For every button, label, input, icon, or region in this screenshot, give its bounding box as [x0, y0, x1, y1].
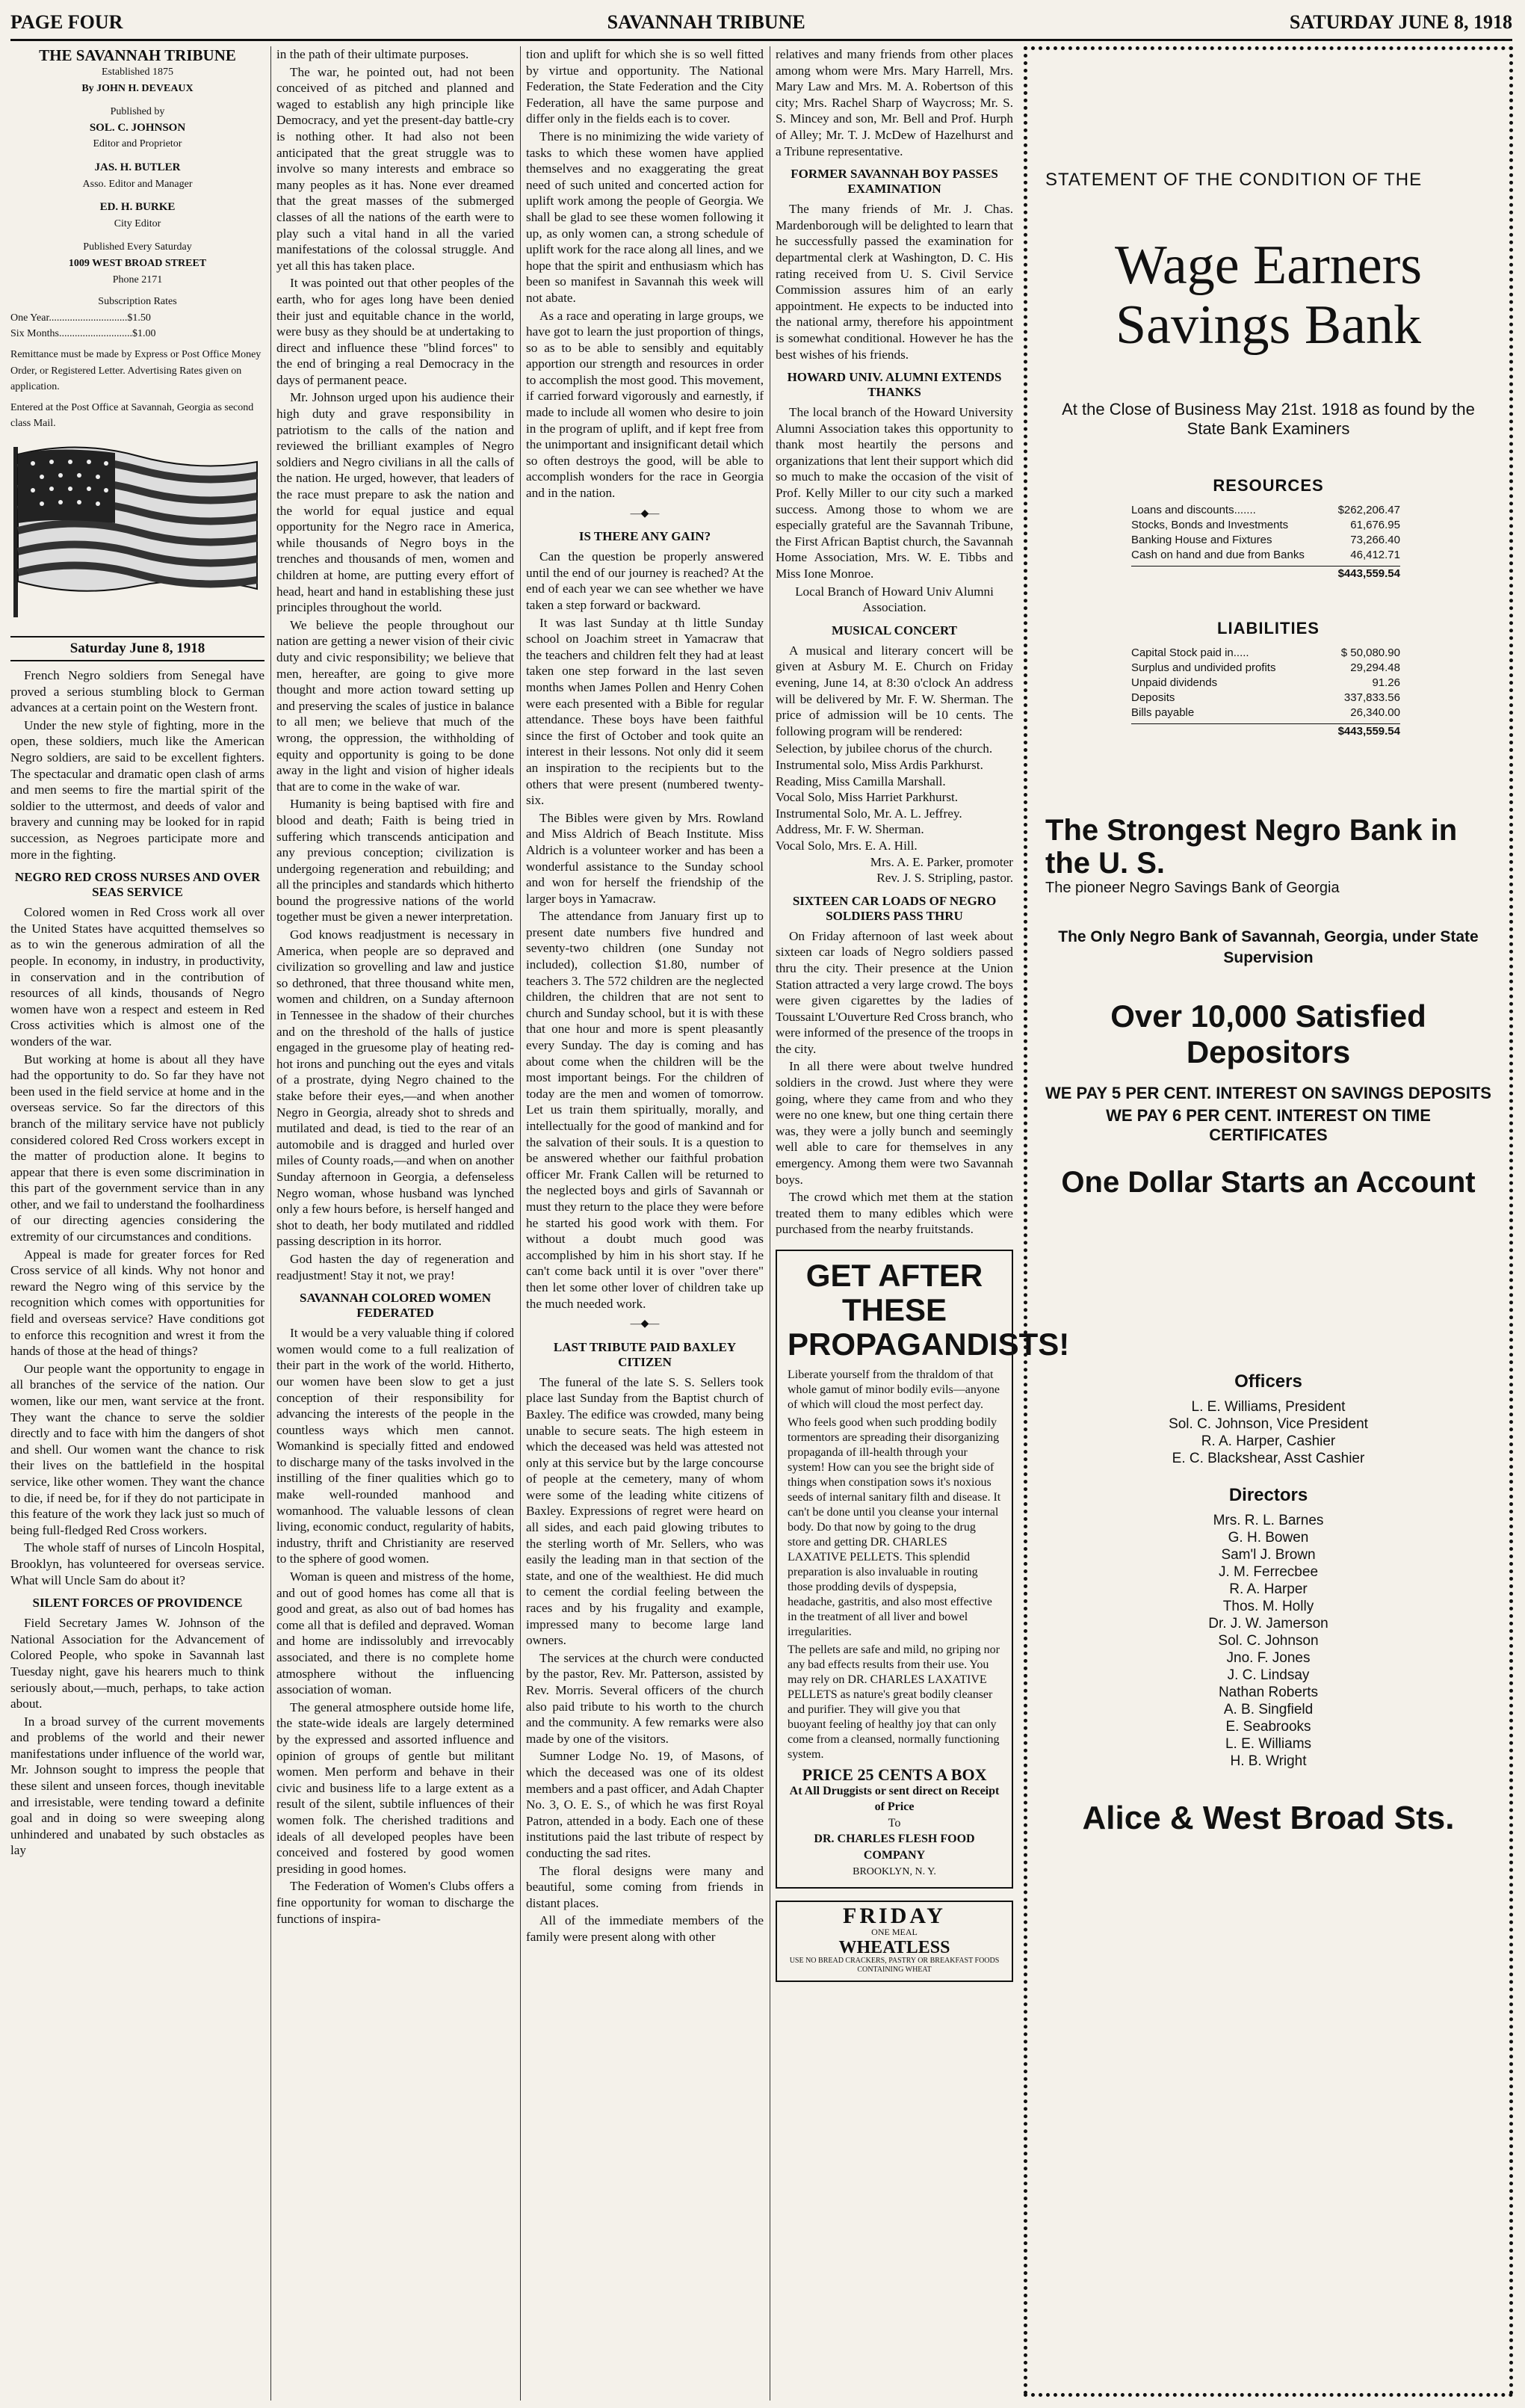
liability-label: Capital Stock paid in.....	[1131, 646, 1249, 659]
publisher-intro: Published by	[110, 106, 165, 118]
article-paragraph: But working at home is about all they have had the opportunity to do. So far they have not been used in the field service at home and in the overseas service. So far the directors of this branch of the military service have not publicly considered colored Red Cross workers except in the matter of production alone. It begins to appear that there is even some discrimination in this part of the government service than in any other, and we fail to understand the foolhardiness of our directing agencies considering the extremity of our circumstances and conditions.	[10, 1052, 265, 1244]
newspaper-title: SAVANNAH TRIBUNE	[607, 11, 805, 33]
page-number: PAGE FOUR	[10, 11, 123, 33]
ad-company: DR. CHARLES FLESH FOOD COMPANY	[814, 1833, 975, 1862]
column-1	[10, 46, 265, 2401]
ad-druggists: At All Druggists or sent direct on Receipt of Price	[789, 1784, 1000, 1814]
director-name: H. B. Wright	[1230, 1753, 1307, 1769]
assoc-editor-title: Asso. Editor and Manager	[82, 178, 193, 190]
article-paragraph: The Bibles were given by Mrs. Rowland and Miss Aldrich of Beach Institute. Miss Aldrich is a volunteer worker and has been a wonderful assistance to the Sunday school and won for herself the friendship of the larger boys in Yamacraw.	[526, 810, 764, 906]
column-2	[276, 46, 514, 2401]
article-paragraph: Field Secretary James W. Johnson of the National Association for the Advancement of Colored People, who spoke in Savannah last Tuesday night, gave his hearers much to think seriously about,—much, perhaps, to take action about.	[10, 1616, 265, 1711]
concert-program-item: Vocal Solo, Miss Harriet Parkhurst.	[776, 790, 959, 805]
liability-row	[1131, 676, 1400, 691]
page-header	[10, 6, 1512, 41]
resource-row	[1131, 518, 1400, 533]
concert-program-item: Vocal Solo, Mrs. E. A. Hill.	[776, 838, 918, 853]
issue-date: SATURDAY JUNE 8, 1918	[1289, 11, 1512, 33]
article-paragraph: God knows readjustment is necessary in America, when people are so depraved and civilization so grovelling and law and justice so dethroned, that three thousand white men, women and children, on a Sunday afternoon in Tennessee in the shadow of their churches and on the threshold of the halls of justice engaged in the gruesome play of heating red-hot irons and punching out the eyes and vitals of a prostrate, dying Negro chained to the stake before their eyes,—and when another Negro in Georgia, already shot to shreds and mutilated and dead, is tied to the rear of an automobile and is dragged and hurled over miles of County roads,—and when on another Sunday afternoon in Georgia, a defenseless Negro woman, whose husband was lynched only a few hours before, is herself hanged and shot to death, her body mutilated and riddled passing description in its horror.	[276, 927, 514, 1249]
article-paragraph: tion and uplift for which she is so well fitted by virtue and opportunity. The National Federation, the State Federation and the City Federation, all have the same purpose and differ only in the fields each is to cover.	[526, 47, 764, 126]
assoc-editor-name: JAS. H. BUTLER	[94, 161, 181, 173]
remittance-notice: Remittance must be made by Express or Post Office Money Order, or Registered Letter. Advertising Rates given on application.	[10, 348, 262, 393]
ornament-divider: —◆—	[630, 507, 660, 519]
article-paragraph: Our people want the opportunity to engage in all branches of the service of the nation. Our women, like our men, want service at the front. They want the chance to serve the soldier directly and to face with him the dangers of shot and shell. Our women want the chance to risk their lives on the battlefield in the hospital service, like other women. They want the chance to die, if need be, for if they do not participate in this feature of the work they lack just so much of being full-fledged Red Cross workers.	[10, 1361, 265, 1537]
ad-body: Liberate yourself from the thraldom of that whole gamut of minor bodily evils—anyone of which will cloud the most perfect day.	[788, 1368, 1000, 1411]
article-paragraph: The many friends of Mr. J. Chas. Mardenborough will be delighted to learn that he successfully passed the examination for departmental clerk at Washington, D. C. His rating received from U. S. Civil Service Commission assures him of an early appointment. He expects to be inducted into the national army, therefore his appointment is somewhat conditional. However he has the best wishes of his friends.	[776, 202, 1013, 362]
depositors-line: Over 10,000 Satisfied Depositors	[1110, 998, 1426, 1069]
article-paragraph: relatives and many friends from other places among whom were Mrs. Mary Harrell, Mrs. Mary Law and Mrs. M. A. Robertson of this city; Mrs. Rachel Sharp of Waycross; Mr. S. S. Mincey and son, Mr. Bell and Prof. Hurph of Alley; Mr. T. J. McDew of Hazelhurst and a Tribune representative.	[776, 47, 1013, 158]
liability-label: Deposits	[1131, 691, 1175, 704]
director-name: Thos. M. Holly	[1222, 1599, 1314, 1614]
column-rule	[520, 46, 521, 2401]
american-flag-illustration	[10, 439, 265, 619]
concert-program-item: Instrumental solo, Miss Ardis Parkhurst.	[776, 757, 983, 772]
article-paragraph: The whole staff of nurses of Lincoln Hospital, Brooklyn, has volunteered for overseas service. What will Uncle Sam do about it?	[10, 1540, 265, 1587]
article-signature: Local Branch of Howard Univ Alumni Association.	[795, 584, 994, 615]
column-rule	[270, 46, 271, 2401]
liability-row	[1131, 646, 1400, 661]
subscription-rates-heading: Subscription Rates	[98, 296, 177, 308]
article-paragraph: We believe the people throughout our nation are getting a newer vision of their civic duty and civic responsibility; we believe that men, hereafter, are going to give more thought and more action toward setting up and preserving the scales of justice in balance to all men; we believe that much of the wrong, the oppression, the withholding of equity and opportunity is going to be done away in the light and vision of higher ideals that are to come in the wake of war.	[276, 617, 514, 794]
director-name: J. M. Ferrecbee	[1218, 1564, 1319, 1580]
office-phone: Phone 2171	[112, 274, 163, 285]
article-paragraph: It was pointed out that other peoples of the earth, who for ages long have been denied their just and equitable chance in the world, were busy as they should be at undertaking to direct and influence these "blind forces" to the end of bringing a real Democracy in the days of permanent peace.	[276, 276, 514, 387]
officer-name: Sol. C. Johnson, Vice President	[1169, 1416, 1368, 1432]
article-heading: SILENT FORCES OF PROVIDENCE	[32, 1596, 243, 1611]
liability-row	[1131, 691, 1400, 706]
article-paragraph: All of the immediate members of the family were present along with other	[526, 1913, 764, 1944]
director-name: Sol. C. Johnson	[1218, 1633, 1319, 1649]
interest-time: WE PAY 6 PER CENT. INTEREST ON TIME CERTIFICATES	[1106, 1106, 1431, 1144]
liability-value: 337,833.56	[1343, 691, 1400, 704]
concert-pastor: Rev. J. S. Stripling, pastor.	[876, 871, 1013, 886]
friday-wheatless: WHEATLESS	[838, 1938, 950, 1958]
article-paragraph: There is no minimizing the wide variety of tasks to which these women have applied themselves and no exaggerating the great need of such united and concerted action for uplift work among the people of Georgia. We shall be glad to see these women following it up, as only women can, a strong schedule of uplift work for the race along all lines, and we hope that the spirit and enthusiasm which has been so manifest in Savannah this week will not abate.	[526, 129, 764, 305]
director-name: Nathan Roberts	[1218, 1685, 1319, 1700]
article-paragraph: It was last Sunday at th little Sunday school on Joachim street in Yamacraw that the teachers and children felt they had at least taken one step forward in the last seven months when James Pollen and Henry Cohen were each presented with a Bible for regular attendance. These boys have been faithful since the first of October and took quite an interest in their lessons. Not only did it seem an inspiration to the recipients but to the others that were present (numbered twenty-six.	[526, 615, 764, 808]
concert-promoter: Mrs. A. E. Parker, promoter	[870, 854, 1013, 869]
bank-address: Alice & West Broad Sts.	[1082, 1800, 1455, 1836]
liabilities-total: $443,559.54	[1131, 723, 1400, 739]
article-paragraph: Appeal is made for greater forces for Red Cross service of all kinds. Why not honor and reward the Negro wing of this service by the recognition which comes with opportunities for field and overseas service? Have conditions got to enforce this recognition and wrest it from the hands of those at the head of things?	[10, 1247, 265, 1359]
resource-row	[1131, 533, 1400, 548]
article-paragraph: As a race and operating in large groups, we have got to learn the just proportion of things, so as to be able to sensibly and equitably apportion our strength and resources in order to accomplish the most good. This movement, if carried forward vigorously and earnestly, if made to include all women who desire to join in the program of uplift, and if kept free from the unimportant and insignificant detail which so often destroys the good, will be able to accomplish wonders for the race in Georgia and in the nation.	[526, 308, 764, 501]
supervision-line: The Only Negro Bank of Savannah, Georgia, under State Supervision	[1058, 928, 1479, 966]
ad-body: The pellets are safe and mild, no griping nor any bad effects results from their use. You may rely on DR. CHARLES LAXATIVE PELLETS as nature's great bodily cleanser and purifier. They will give you that buoyant feeling of healthy joy that can only come from a cleansed, normally functioning system.	[788, 1643, 1000, 1761]
article-paragraph: The attendance from January first up to present date numbers five hundred and seventy-two children (one Sunday not included), collection $1.80, number of teachers 3. The 572 children are the neglected children, the children that are not sent to church and Sunday school, but it is with these that one hour and more is spent pleasantly every Sunday. The day is coming and has about come when the children will be the most important beings. For the children of today are the men and women of tomorrow. Let us train them spiritually, morally, and intellectually for the good of mankind and for the salvation of their souls. It is a question to be answered whether our faithful probation officer Mr. Frank Callen will be returned to the neglected boys and girls of Savannah or must they return to the place they were before he started his good work with them. For without a doubt much good was accomplished by him in his short stay. If he can't come back until it is over "over there" then let some other lover of children take up the much needed work.	[526, 909, 764, 1311]
article-heading: IS THERE ANY GAIN?	[578, 529, 711, 544]
article-heading: SAVANNAH COLORED WOMEN FEDERATED	[300, 1291, 491, 1321]
directors-list	[1045, 1512, 1491, 1770]
article-paragraph: The crowd which met them at the station treated them to many edibles which were purchased from the nearby fruitstands.	[776, 1190, 1013, 1237]
director-name: E. Seabrooks	[1225, 1719, 1311, 1735]
director-name: R. A. Harper	[1229, 1581, 1308, 1597]
article-paragraph: in the path of their ultimate purposes.	[276, 47, 469, 61]
bank-name-line-2: Savings Bank	[1115, 294, 1422, 356]
resource-label: Cash on hand and due from Banks	[1131, 549, 1305, 561]
director-name: A. B. Singfield	[1223, 1702, 1314, 1717]
officer-name: L. E. Williams, President	[1191, 1399, 1346, 1415]
statement-heading: STATEMENT OF THE CONDITION OF THE	[1045, 170, 1423, 190]
bank-statement-advertisement	[1024, 46, 1513, 2397]
article-paragraph: The war, he pointed out, had not been conceived of as pitched and planned and waged to establish any high principle like Democracy, and yet the present-day battle-cry is nothing other. It had also not been anticipated that the great struggle was to involve so many interests and embrace so many peoples as it has. None ever dreamed that the great masses of the submerged classes of all the nations of the earth were to play such a vital hand in all the varied manifestations of the colossal struggle. And yet all this has taken place.	[276, 64, 514, 273]
article-heading: MUSICAL CONCERT	[831, 623, 957, 637]
officers-list	[1045, 1398, 1491, 1467]
director-name: G. H. Bowen	[1228, 1530, 1309, 1546]
resource-value: $262,206.47	[1337, 504, 1400, 516]
founder-line: By JOHN H. DEVEAUX	[81, 82, 194, 94]
resource-row	[1131, 503, 1400, 518]
rate-six-months: Six Months............................$1.00	[10, 328, 156, 340]
friday-meal: ONE MEAL	[871, 1926, 918, 1937]
concert-program-item: Reading, Miss Camilla Marshall.	[776, 774, 946, 788]
publish-schedule: Published Every Saturday	[83, 241, 192, 253]
resource-label: Loans and discounts.......	[1131, 504, 1256, 516]
city-editor-title: City Editor	[114, 217, 161, 229]
rate-one-year: One Year..............................$1.50	[10, 312, 151, 324]
resource-value: 46,412.71	[1350, 549, 1400, 561]
liability-value: 26,340.00	[1350, 706, 1400, 719]
city-editor-name: ED. H. BURKE	[99, 201, 176, 214]
statement-close-date: At the Close of Business May 21st. 1918 as found by the State Bank Examiners	[1062, 400, 1475, 438]
ornament-divider: —◆—	[630, 1318, 660, 1330]
article-paragraph: Sumner Lodge No. 19, of Masons, of which the deceased was one of its oldest members and a past officer, and Adah Chapter No. 3, O. E. S., of which he was first Royal Patron, attended in a body. Each one of these institutions paid the last tribute of respect by conducting the sad rites.	[526, 1749, 764, 1860]
column-4	[776, 46, 1070, 2401]
laxative-pellets-advertisement	[776, 1250, 1070, 1889]
liability-value: $ 50,080.90	[1340, 646, 1400, 659]
article-heading: HOWARD UNIV. ALUMNI EXTENDS THANKS	[787, 370, 1002, 400]
publisher-title: Editor and Proprietor	[93, 138, 182, 150]
article-heading: SIXTEEN CAR LOADS OF NEGRO SOLDIERS PASS THRU	[792, 893, 997, 923]
article-paragraph: In all there were about twelve hundred soldiers in the crowd. Just where they were going, where they came from and who they were no one knew, but one thing certain there was, they were a jolly bunch and seemingly well able to care for themselves in any emergency. Among them were two Savannah boys.	[776, 1059, 1013, 1187]
liability-label: Unpaid dividends	[1131, 676, 1218, 689]
article-paragraph: Colored women in Red Cross work all over the United States have acquitted themselves so as to win the generous admiration of all the people. In economy, in industry, in productivity, in conservation and in the contribution of resources of all kinds, thousands of Negro women have won a respect and esteem in Red Cross activities which is almost one of the wonders of the war.	[10, 905, 265, 1049]
resource-row	[1131, 548, 1400, 563]
editorial-dateline: Saturday June 8, 1918	[10, 636, 265, 661]
article-heading: FORMER SAVANNAH BOY PASSES EXAMINATION	[791, 167, 998, 197]
officers-heading: Officers	[1234, 1371, 1302, 1392]
article-paragraph: French Negro soldiers from Senegal have proved a serious stumbling block to German advances at a certain point on the Western front.	[10, 668, 265, 715]
liabilities-table	[1131, 646, 1400, 739]
article-paragraph: The local branch of the Howard University Alumni Association takes this opportunity to thank most heartily the persons and organizations that lent their support which did so much to make the occasion of the visit of Prof. Kelly Miller to our city such a marked success. Among those to whom we are especially grateful are the Savannah Tribune, the First African Baptist church, the Savannah Home Association, Mrs. W. E. Tibbs and Miss Ione Monroe.	[776, 405, 1013, 581]
resources-heading: RESOURCES	[1213, 476, 1324, 495]
directors-heading: Directors	[1228, 1485, 1308, 1505]
ad-headline-2: PROPAGANDISTS!	[788, 1327, 1070, 1362]
resources-table	[1131, 503, 1400, 581]
editorial-box	[10, 46, 265, 432]
article-paragraph: Can the question be properly answered until the end of our journey is reached? At the end of each year we can see whether we have taken a step forward or backward.	[526, 549, 764, 612]
director-name: L. E. Williams	[1225, 1736, 1312, 1752]
pioneer-line: The pioneer Negro Savings Bank of Georgia	[1045, 880, 1340, 896]
ad-headline-1: GET AFTER THESE	[805, 1258, 983, 1327]
liability-label: Surplus and undivided profits	[1131, 661, 1276, 674]
article-paragraph: Woman is queen and mistress of the home, and out of good homes has come all that is good and great, as also out of bad homes has come all that is defiled and depraved. Woman and home are indissolubly and irrevocably associated, and there is no complete home atmosphere without the influencing association of woman.	[276, 1569, 514, 1697]
resource-label: Stocks, Bonds and Investments	[1131, 519, 1289, 531]
interest-savings: WE PAY 5 PER CENT. INTEREST ON SAVINGS DEPOSITS	[1045, 1084, 1491, 1102]
office-address: 1009 WEST BROAD STREET	[68, 257, 207, 269]
article-paragraph: Under the new style of fighting, more in the open, these soldiers, much like the American Negro soldiers, are said to be excellent fighters. The spectacular and dramatic open clash of arms and men seems to fire the martial spirit of the soldier to the uttermost, and deeds of valor and bravery and cunning may be looked for in rapid succession, as Negroes participate more and more in the fighting.	[10, 717, 265, 862]
director-name: J. C. Lindsay	[1227, 1667, 1310, 1683]
mail-notice: Entered at the Post Office at Savannah, Georgia as second class Mail.	[10, 401, 254, 430]
article-paragraph: On Friday afternoon of last week about sixteen car loads of Negro soldiers passed thru the city. Their presence at the Union Station attracted a very large crowd. The boys were given cigarettes by the ladies of Toussaint L'Ouverture Red Cross branch, who were informed of the presence of the troops in the city.	[776, 928, 1013, 1056]
ad-to: To	[888, 1816, 901, 1830]
concert-program-item: Selection, by jubilee chorus of the church.	[776, 741, 993, 756]
friday-title: FRIDAY	[843, 1904, 946, 1929]
director-name: Jno. F. Jones	[1226, 1650, 1311, 1666]
article-paragraph: It would be a very valuable thing if colored women would come to a full realization of their part in the work of the world. Hitherto, our women have been slow to get a just conception of their responsibility for advancing the interests of the people in the countless ways which men cannot. Womankind is specially fitted and endowed to discharge many of the tasks involved in the instilling of the finer qualities which go to make well-rounded manhood and womanhood. The valuable lessons of clean living, economic conduct, regularity of habits, industry, thrift and Christianity are reserved to the sphere of good women.	[276, 1326, 514, 1566]
resource-value: 73,266.40	[1350, 534, 1400, 546]
strongest-bank-slogan: The Strongest Negro Bank in the U. S.	[1045, 814, 1458, 880]
resource-value: 61,676.95	[1350, 519, 1400, 531]
publisher-name: SOL. C. JOHNSON	[89, 121, 186, 134]
established-line: Established 1875	[101, 67, 174, 78]
article-paragraph: The services at the church were conducted by the pastor, Rev. Mr. Patterson, assisted by Rev. Morris. Several officers of the church also paid tribute to his worth to the church and the community. A few remarks were also made by one of the visitors.	[526, 1650, 764, 1746]
wheatless-friday-notice	[776, 1901, 1013, 1982]
bank-name-line-1: Wage Earners	[1114, 235, 1423, 296]
article-paragraph: The funeral of the late S. S. Sellers took place last Sunday from the Baptist church of Baxley. The edifice was crowded, many being unable to secure seats. The high esteem in which the deceased was held was attested not only at this service but by the large concourse of people at the cemetery, many of whom were some of the leading white citizens of Baxley. Expressions of regret were heard on all sides, and each paid glowing tributes to the sterling worth of Mr. Sellers, who was easily the leading man in that section of the state, and one of the wealthiest. He did much to cement the cordial feeling between the races and by his frugality and example, impressed many to become large land owners.	[526, 1374, 764, 1648]
article-paragraph: In a broad survey of the current movements and problems of the world and their newer manifestations under influence of the world war, Mr. Johnson sought to impress the people that these silent and unseen forces, though inevitable and irresistable, were tending toward a definite goal and in doing so were sweeping along unhindered and unabated by such obstacles as lay	[10, 1714, 265, 1858]
article-paragraph: God hasten the day of regeneration and readjustment! Stay it not, we pray!	[276, 1251, 514, 1282]
article-paragraph: Mr. Johnson urged upon his audience their high duty and grave responsibility in patriotism to the calls of the nation and reviewed the brilliant examples of Negro soldiers and Negro civilians in all the calls of the nation. He urged, however, that leaders of the race must prepare to ask the nation and the world for equal justice and equal opportunity for the Negro race in America, while thousands of Negro boys in the trenches and thousands of men, women and children at home, are putting every effort of head, heart and hand in establishing these just principles throughout the world.	[276, 390, 514, 615]
ad-price: PRICE 25 CENTS A BOX	[802, 1765, 987, 1784]
concert-program-item: Instrumental Solo, Mr. A. L. Jeffrey.	[776, 806, 962, 821]
director-name: Sam'l J. Brown	[1221, 1547, 1316, 1563]
ad-city: BROOKLYN, N. Y.	[853, 1865, 936, 1877]
liability-value: 29,294.48	[1350, 661, 1400, 674]
resources-total: $443,559.54	[1131, 566, 1400, 581]
article-heading: LAST TRIBUTE PAID BAXLEY CITIZEN	[553, 1339, 737, 1369]
article-heading: NEGRO RED CROSS NURSES AND OVER SEAS SERVICE	[14, 870, 261, 900]
friday-fine-print: USE NO BREAD CRACKERS, PASTRY OR BREAKFAST FOODS CONTAINING WHEAT	[789, 1956, 1000, 1974]
article-paragraph: The Federation of Women's Clubs offers a fine opportunity for woman to discharge the functions of inspira-	[276, 1879, 514, 1926]
resource-label: Banking House and Fixtures	[1131, 534, 1272, 546]
article-paragraph: The general atmosphere outside home life, the state-wide ideals are largely determined by the expressed and assorted influence and opinion of groups of gentle but militant women. Men perform and behave in their civic and business life to a large extent as a result of the silent, subtile influences of their women folk. The cherished traditions and ideals of all developed peoples have been conceived and fostered by good women presiding in good homes.	[276, 1700, 514, 1876]
paper-name: THE SAVANNAH TRIBUNE	[39, 46, 236, 64]
officer-name: R. A. Harper, Cashier	[1201, 1433, 1336, 1449]
article-paragraph: Humanity is being baptised with fire and blood and death; Faith is being tried in suffering which transcends anticipation and any previous conception; civilization is undergoing regeneration and rebuilding; and all the principles and standards which hitherto bound the progressive nations of the world together must be given a newer interpretation.	[276, 797, 514, 924]
article-paragraph: The floral designs were many and beautiful, some coming from friends in distant places.	[526, 1863, 764, 1910]
officer-name: E. C. Blackshear, Asst Cashier	[1172, 1451, 1365, 1466]
liability-label: Bills payable	[1131, 706, 1195, 719]
director-name: Mrs. R. L. Barnes	[1213, 1513, 1324, 1528]
account-slogan: One Dollar Starts an Account	[1061, 1166, 1476, 1199]
liability-row	[1131, 661, 1400, 676]
liability-row	[1131, 706, 1400, 720]
liabilities-heading: LIABILITIES	[1217, 619, 1320, 637]
director-name: Dr. J. W. Jamerson	[1208, 1616, 1328, 1631]
column-3	[526, 46, 764, 2401]
concert-program-item: Address, Mr. F. W. Sherman.	[776, 822, 924, 837]
liability-value: 91.26	[1372, 676, 1400, 689]
article-paragraph: A musical and literary concert will be given at Asbury M. E. Church on Friday evening, June 14, at 8:30 o'clock An address will be delivered by Mr. F. W. Sherman. The price of admission will be 10 cents. The following program will be rendered:	[776, 643, 1013, 738]
ad-body: Who feels good when such prodding bodily tormentors are spreading their disorganizing propaganda of ill-health through your system! How can you see the bright side of things when constipation sows it's noxious seeds of internal sanitary filth and disease. It can't be done until you cleanse your internal body. Do that now by going to the drug store and getting DR. CHARLES LAXATIVE PELLETS. This splendid preparation is also invaluable in routing those prodding devils of dyspepsia, headache, gastritis, and also most effective in the treatment of all liver and bowel irregularities.	[788, 1416, 1001, 1638]
